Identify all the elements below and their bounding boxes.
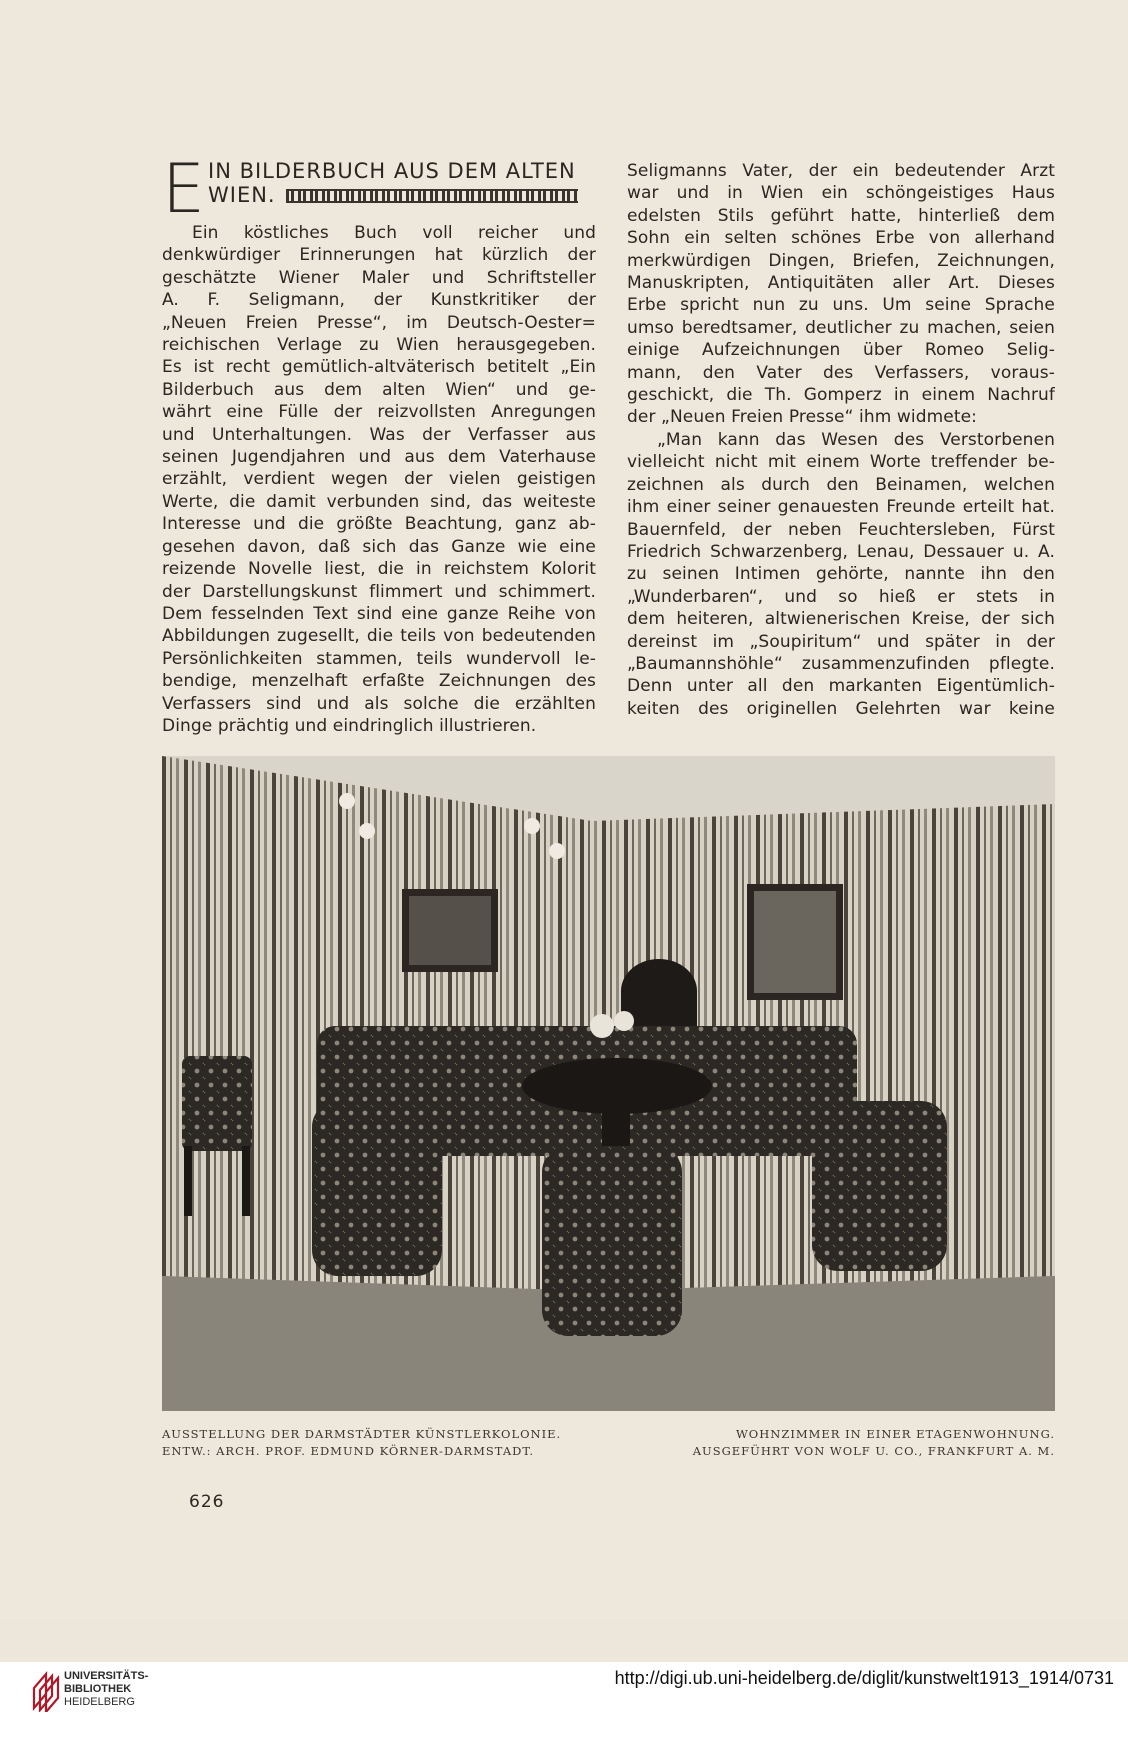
- text-line: umso beredtsamer, deutlicher zu machen, seien: [627, 317, 1055, 338]
- photo-caption-left: AUSSTELLUNG DER DARMSTÄDTER KÜNSTLERKOLONIE. ENTW.: ARCH. PROF. EDMUND KÖRNER-DARMSTADT.: [162, 1427, 562, 1458]
- text-line: dereinst im „Soupiritum“ und später in der: [627, 631, 1055, 652]
- text-line: Es ist recht gemütlich-altväterisch betitelt „Ein: [162, 357, 596, 378]
- text-line: Interesse und die größte Beachtung, ganz ab-: [162, 514, 596, 535]
- text-line: „Man kann das Wesen des Verstorbenen: [657, 429, 1055, 450]
- heading-line-1: IN BILDERBUCH AUS DEM ALTEN: [208, 159, 576, 183]
- text-line: reizende Novelle liest, die in reichstem Kolorit: [162, 559, 596, 580]
- interior-photograph: [162, 756, 1055, 1411]
- text-line: Seligmanns Vater, der ein bedeutender Arzt: [627, 161, 1055, 181]
- photo-caption-right: WOHNZIMMER IN EINER ETAGENWOHNUNG. AUSGEFÜHRT VON WOLF U. CO., FRANKFURT A. M.: [692, 1427, 1055, 1458]
- text-line: merkwürdigen Dingen, Briefen, Zeichnungen,: [627, 250, 1055, 271]
- text-line: vielleicht nicht mit einem Worte treffender be-: [627, 452, 1055, 473]
- right-column: [627, 160, 1055, 720]
- text-line: denkwürdiger Erinnerungen hat kürzlich der: [162, 245, 596, 266]
- text-line: zeichnen als durch den Beinamen, welchen: [627, 474, 1055, 495]
- text-line: reichischen Verlage zu Wien herausgegeben.: [162, 335, 596, 356]
- text-line: ihm einer seiner genauesten Freunde erteilt hat.: [627, 497, 1055, 518]
- left-column-text: [162, 222, 596, 737]
- text-line: währt eine Fülle der reizvollsten Anregungen: [162, 402, 596, 423]
- text-line: gesehen davon, daß sich das Ganze wie eine: [162, 536, 596, 557]
- text-line: der Darstellungskunst flimmert und schimmert.: [162, 581, 596, 602]
- text-line: Dem fesselnden Text sind eine ganze Reihe von: [162, 603, 596, 624]
- text-line: „Baumannshöhle“ zusammenzufinden pflegte.: [627, 653, 1055, 674]
- text-line: war und in Wien ein schöngeistiges Haus: [627, 183, 1055, 204]
- source-url-link[interactable]: http://digi.ub.uni-heidelberg.de/diglit/kunstwelt1913_1914/0731: [614, 1668, 1114, 1688]
- text-line: A. F. Seligmann, der Kunstkritiker der: [162, 290, 596, 311]
- text-line: Werte, die damit verbunden sind, das weiteste: [162, 491, 596, 512]
- text-line: bendige, menzelhaft erfaßte Zeichnungen des: [162, 671, 596, 692]
- text-line: keiten des originellen Gelehrten war keine: [627, 698, 1055, 719]
- text-line: Ein köstliches Buch voll reicher und: [192, 223, 596, 243]
- text-line: „Wunderbaren“, und so hieß er stets in: [627, 586, 1055, 607]
- text-line: Persönlichkeiten stammen, teils wundervoll le-: [162, 648, 596, 669]
- text-line: geschickt, die Th. Gomperz in einem Nachruf: [627, 385, 1055, 406]
- text-line: Abbildungen zugesellt, die teils von bedeutenden: [162, 626, 596, 647]
- text-line: Verfassers sind und als solche die erzählten: [162, 693, 596, 714]
- left-column: [162, 150, 596, 737]
- heading-line-2: WIEN.: [208, 183, 276, 207]
- text-line: „Neuen Freien Presse“, im Deutsch-Oester=: [162, 312, 596, 333]
- text-line: Bauernfeld, der neben Feuchtersleben, Fürst: [627, 519, 1055, 540]
- text-line: und Unterhaltungen. Was der Verfasser aus: [162, 424, 596, 445]
- text-line: einige Aufzeichnungen über Romeo Selig-: [627, 340, 1055, 361]
- text-line: Erbe spricht nun zu uns. Um seine Sprache: [627, 295, 1055, 316]
- text-line: Bilderbuch aus dem alten Wien“ und ge-: [162, 379, 596, 400]
- text-line: Friedrich Schwarzenberg, Lenau, Dessauer u. A.: [627, 541, 1055, 562]
- text-line: edelsten Stils geführt hatte, hinterließ dem: [627, 205, 1055, 226]
- library-name: UNIVERSITÄTS- BIBLIOTHEK HEIDELBERG: [64, 1670, 149, 1708]
- right-column-text: [627, 160, 1055, 720]
- page-number: 626: [189, 1492, 225, 1512]
- decorative-border-ornament: [286, 189, 578, 203]
- text-line: Dinge prächtig und eindringlich illustrieren.: [162, 715, 537, 736]
- text-line: Sohn ein selten schönes Erbe von allerhand: [627, 228, 1055, 249]
- text-line: der „Neuen Freien Presse“ ihm widmete:: [627, 407, 977, 428]
- text-line: erzählt, verdient wegen der vielen geistigen: [162, 469, 596, 490]
- article-heading: [162, 150, 596, 229]
- text-line: zu seinen Intimen gehörte, nannte ihn den: [627, 564, 1055, 585]
- library-logo-icon: [30, 1668, 60, 1712]
- drop-cap-initial: E: [162, 150, 206, 229]
- library-footer: [0, 1662, 1128, 1742]
- text-line: Denn unter all den markanten Eigentümlich-: [627, 676, 1055, 697]
- text-line: Manuskripten, Antiquitäten aller Art. Dieses: [627, 273, 1055, 294]
- text-line: mann, den Vater des Verfassers, voraus-: [627, 362, 1055, 383]
- text-line: seinen Jugendjahren und aus dem Vaterhause: [162, 447, 596, 468]
- text-line: geschätzte Wiener Maler und Schriftsteller: [162, 267, 596, 288]
- text-line: dem heiteren, altwienerischen Kreise, der sich: [627, 609, 1055, 630]
